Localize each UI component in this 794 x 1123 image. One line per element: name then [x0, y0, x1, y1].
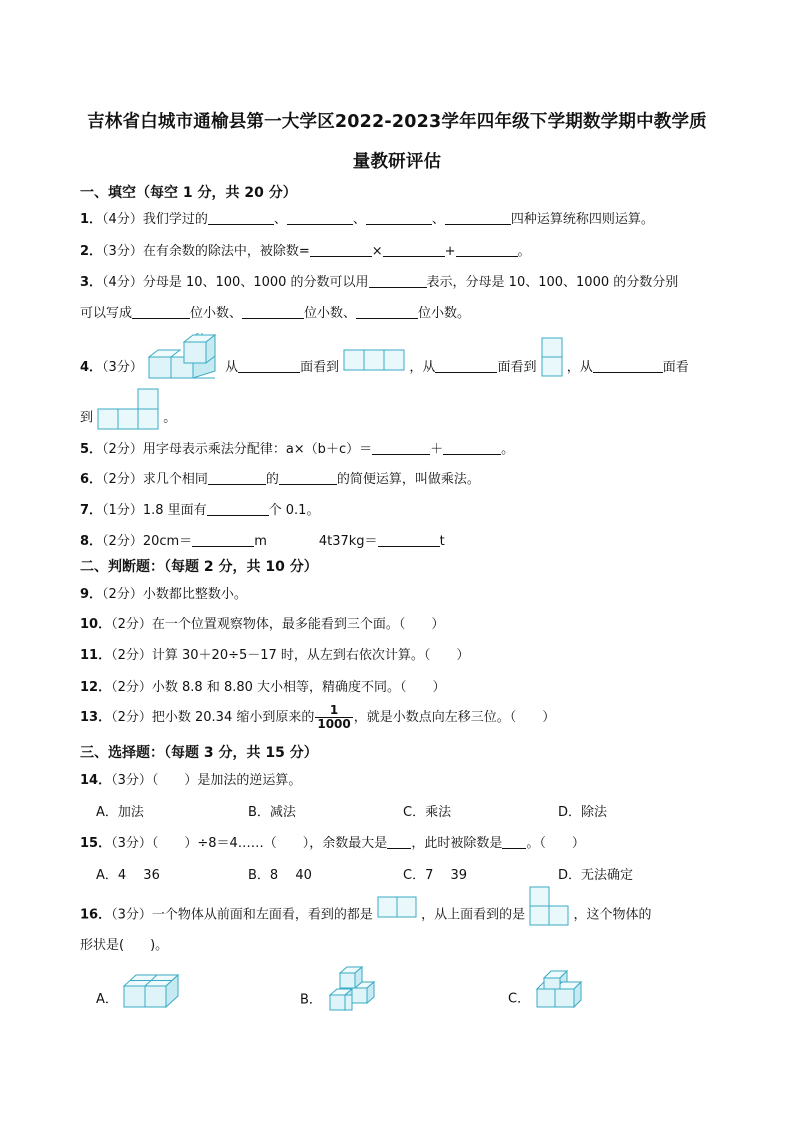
answer-blank[interactable]	[279, 471, 337, 485]
option-c[interactable]: C．乘法	[403, 805, 452, 820]
answer-blank[interactable]	[593, 359, 663, 373]
question-4-line2: 到 。	[80, 388, 176, 430]
view-two-squares	[377, 894, 417, 936]
question-9: 9．（2分）小数都比整数小。	[80, 587, 247, 602]
view-top-l-shape	[529, 886, 569, 944]
doc-title-line1: 吉林省白城市通榆县第一大学区2022-2023学年四年级下学期数学期中教学质	[87, 112, 707, 132]
answer-blank[interactable]	[443, 441, 501, 455]
question-7: 7．（1分）1.8 里面有 个 0.1。	[80, 503, 320, 518]
question-2: 2．（3分）在有余数的除法中，被除数= × + 。	[80, 244, 531, 259]
answer-blank[interactable]	[372, 441, 430, 455]
section-fill-blank: 一、填空（每空 1 分，共 20 分）	[80, 185, 297, 201]
question-6: 6．（2分）求几个相同 的 的简便运算，叫做乘法。	[80, 472, 480, 487]
answer-blank[interactable]	[502, 835, 526, 849]
option-d[interactable]: D．无法确定	[558, 868, 634, 883]
question-15: 15．（3分）（ ）÷8＝4……（ ），余数最大是 ，此时被除数是 。（ ）	[80, 836, 585, 851]
option-a[interactable]: A．4 36	[96, 868, 160, 883]
answer-blank[interactable]	[369, 274, 427, 288]
question-16-line1: 16．（3分）一个物体从前面和左面看，看到的都是 ，从上面看到的是 ，这个物体的	[80, 886, 651, 928]
answer-blank[interactable]	[435, 359, 497, 373]
question-10: 10．（2分）在一个位置观察物体，最多能看到三个面。（ ）	[80, 617, 445, 632]
question-14: 14．（3分）（ ）是加法的逆运算。	[80, 773, 302, 788]
cube-figure-option-c	[534, 968, 584, 1030]
answer-blank[interactable]	[366, 211, 432, 225]
fraction: $\frac{1}{1000}$	[317, 703, 351, 731]
answer-blank[interactable]	[132, 305, 190, 319]
option-c[interactable]: C．7 39	[403, 868, 468, 883]
cube-figure-option-b	[326, 966, 376, 1034]
section-multiple-choice: 三、选择题：（每题 3 分，共 15 分）	[80, 745, 318, 761]
view-two-squares-vertical	[541, 337, 563, 398]
answer-blank[interactable]	[192, 533, 254, 547]
option-a[interactable]: A．	[96, 972, 180, 1012]
answer-blank[interactable]	[387, 835, 411, 849]
option-d[interactable]: D．除法	[558, 805, 608, 820]
question-4-line1: 4．（3分） 从 面看到 ，从 面看到 ，从 面看	[80, 333, 689, 381]
answer-blank[interactable]	[287, 211, 353, 225]
answer-blank[interactable]	[378, 533, 440, 547]
question-3-line1: 3．（4分）分母是 10、100、1000 的分数可以用 表示，分母是 10、100、1000 的分数分别	[80, 275, 679, 290]
cube-figure-option-a	[122, 972, 180, 1027]
question-13: 13．（2分）把小数 20.34 缩小到原来的 $\frac{1}{1000}$ ，就是小数点向左移三位。（ ）	[80, 703, 556, 731]
question-5: 5．（2分）用字母表示乘法分配律：a×（b＋c）＝ ＋ 。	[80, 442, 515, 457]
answer-blank[interactable]	[383, 243, 445, 257]
answer-blank[interactable]	[208, 211, 274, 225]
answer-blank[interactable]	[238, 359, 300, 373]
question-3-line2: 可以写成 位小数、 位小数、 位小数。	[80, 306, 471, 321]
answer-blank[interactable]	[445, 211, 511, 225]
answer-blank[interactable]	[310, 243, 372, 257]
doc-title-line2: 量教研评估	[352, 152, 442, 172]
answer-blank[interactable]	[208, 471, 266, 485]
question-16-line2: 形状是( )。	[80, 938, 169, 953]
question-1: 1．（4分）我们学过的 、 、 、 四种运算统称四则运算。	[80, 212, 654, 227]
option-b[interactable]: B．	[300, 966, 376, 1016]
option-a[interactable]: A．加法	[96, 805, 144, 820]
option-c[interactable]: C．	[508, 968, 584, 1014]
section-true-false: 二、判断题：（每题 2 分，共 10 分）	[80, 559, 318, 575]
question-12: 12．（2分）小数 8.8 和 8.80 大小相等，精确度不同。（ ）	[80, 680, 446, 695]
answer-blank[interactable]	[242, 305, 304, 319]
answer-blank[interactable]	[456, 243, 518, 257]
question-8: 8．（2分）20cm＝ m 4t37kg＝ t	[80, 534, 445, 549]
option-b[interactable]: B．减法	[248, 805, 296, 820]
view-three-squares	[343, 344, 405, 392]
question-11: 11．（2分）计算 30＋20÷5－17 时，从左到右依次计算。（ ）	[80, 648, 470, 663]
option-b[interactable]: B．8 40	[248, 868, 312, 883]
answer-blank[interactable]	[207, 502, 269, 516]
answer-blank[interactable]	[356, 305, 418, 319]
